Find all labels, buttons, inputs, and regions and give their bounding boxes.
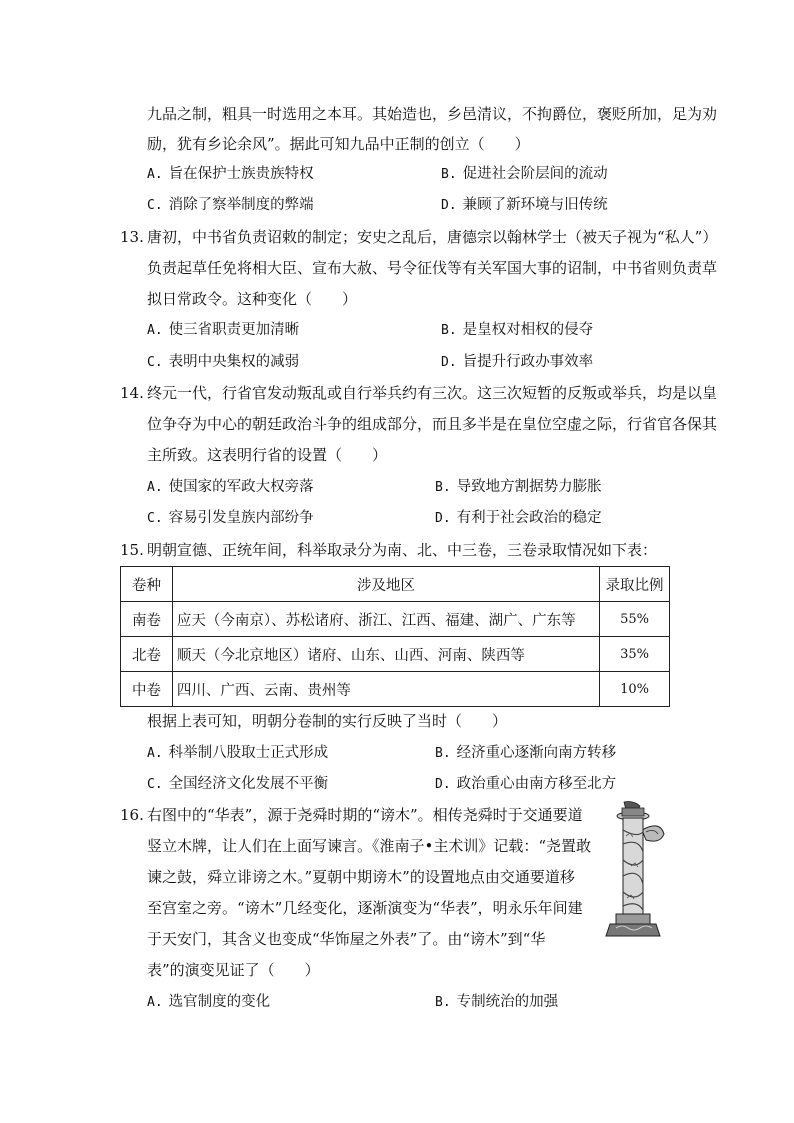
table-header: 卷种: [121, 567, 173, 602]
table-row: [121, 672, 670, 707]
q15-option-a: A. 科举制八股取士正式形成: [147, 745, 329, 761]
q16-line3: 谏之鼓，舜立诽谤之木。”夏朝中期谤木”的设置地点由交通要道移: [147, 868, 575, 886]
admission-table: [120, 566, 670, 707]
q15-line1: 明朝宣德、正统年间，科举取录分为南、北、中三卷，三卷录取情况如下表：: [147, 541, 658, 559]
table-header-row: [121, 567, 670, 602]
q13-option-a: A. 使三省职责更加清晰: [147, 322, 300, 338]
q15-option-d: D. 政治重心由南方移至北方: [435, 776, 617, 792]
table-cell: 顺天（今北京地区）诸府、山东、山西、河南、陕西等: [172, 637, 599, 672]
q15-after-table: 根据上表可知，明朝分卷制的实行反映了当时（ ）: [147, 712, 508, 730]
q16-option-b: B. 专制统治的加强: [435, 994, 559, 1010]
q12-option-c: C. 消除了察举制度的弊端: [147, 197, 314, 213]
q13-option-d: D. 旨提升行政办事效率: [441, 354, 594, 370]
q12-option-a: A. 旨在保护士族贵族特权: [147, 166, 314, 182]
q15-option-c: C. 全国经济文化发展不平衡: [147, 776, 329, 792]
q12-option-d: D. 兼顾了新环境与旧传统: [441, 197, 608, 213]
q16-line4: 至宫室之旁。“谤木”几经变化，逐渐演变为“华表”，明永乐年间建: [147, 899, 583, 917]
q13-number: 13.: [120, 228, 144, 246]
table-cell: 10%: [600, 672, 670, 707]
q12-option-b: B. 促进社会阶层间的流动: [441, 166, 608, 182]
table-header: 录取比例: [600, 567, 670, 602]
q15-option-b: B. 经济重心逐渐向南方转移: [435, 745, 617, 761]
q14-number: 14.: [120, 384, 144, 402]
q16-line2: 竖立木牌，让人们在上面写谏言。《淮南子•主术训》记载：“尧置敢: [147, 837, 592, 855]
table-cell: 四川、广西、云南、贵州等: [172, 672, 599, 707]
table-cell: 中卷: [121, 672, 173, 707]
q14-option-c: C. 容易引发皇族内部纷争: [147, 510, 314, 526]
table-row: [121, 602, 670, 637]
q16-line5: 于天安门，其含义也变成“华饰屋之外表”了。由“谤木”到“华: [147, 930, 546, 948]
table-row: [121, 637, 670, 672]
huabiao-pillar-image: [598, 800, 668, 940]
q16-line6: 表”的演变见证了（ ）: [147, 961, 320, 979]
q16-number: 16.: [120, 806, 144, 824]
q12-line1: 九品之制，粗具一时选用之本耳。其始造也，乡邑清议，不拘爵位，褒贬所加，足为劝: [147, 105, 718, 123]
q14-option-b: B. 导致地方割据势力膨胀: [435, 479, 602, 495]
q13-line3: 拟日常政令。这种变化（ ）: [147, 290, 358, 308]
table-header: 涉及地区: [172, 567, 599, 602]
table-cell: 55%: [600, 602, 670, 637]
q16-line1: 右图中的“华表”，源于尧舜时期的“谤木”。相传尧舜时于交通要道: [147, 806, 583, 824]
q14-line2: 位争夺为中心的朝廷政治斗争的组成部分，而且多半是在皇位空虚之际，行省官各保其: [147, 415, 718, 433]
q15-number: 15.: [120, 541, 144, 559]
table-cell: 应天（今南京）、苏松诸府、浙江、江西、福建、湖广、广东等: [172, 602, 599, 637]
q14-option-d: D. 有利于社会政治的稳定: [435, 510, 602, 526]
q16-option-a: A. 选官制度的变化: [147, 994, 271, 1010]
q13-line1: 唐初，中书省负责诏敕的制定；安史之乱后，唐德宗以翰林学士（被天子视为“私人”）: [147, 228, 718, 246]
table-cell: 北卷: [121, 637, 173, 672]
q14-option-a: A. 使国家的军政大权旁落: [147, 479, 314, 495]
q14-line3: 主所致。这表明行省的设置（ ）: [147, 446, 388, 464]
q12-line2: 励，犹有乡论余风”。据此可知九品中正制的创立（ ）: [147, 135, 530, 153]
table-cell: 南卷: [121, 602, 173, 637]
q13-option-c: C. 表明中央集权的减弱: [147, 354, 300, 370]
table-cell: 35%: [600, 637, 670, 672]
q13-line2: 负责起草任免将相大臣、宣布大赦、号令征伐等有关军国大事的诏制，中书省则负责草: [147, 259, 718, 277]
q13-option-b: B. 是皇权对相权的侵夺: [441, 322, 594, 338]
q14-line1: 终元一代，行省官发动叛乱或自行举兵约有三次。这三次短暂的反叛或举兵，均是以皇: [147, 384, 718, 402]
